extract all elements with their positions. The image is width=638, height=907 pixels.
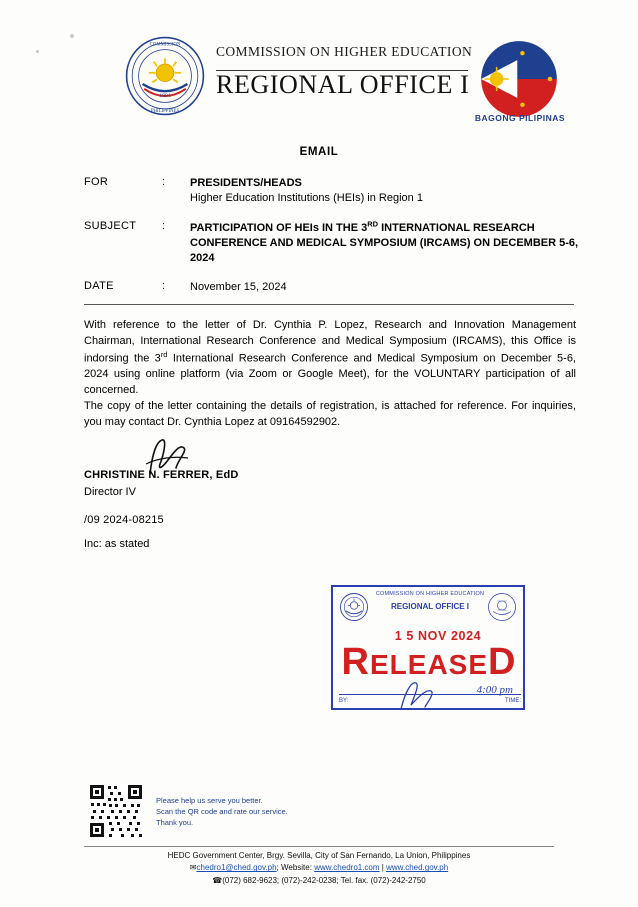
field-label-for: FOR xyxy=(84,176,109,188)
document-type-heading: EMAIL xyxy=(299,146,339,158)
para1-voluntary: VOLUNTARY xyxy=(414,368,481,381)
telephone-icon: ☎ xyxy=(212,875,223,885)
content-divider xyxy=(84,304,574,305)
memo-fields xyxy=(84,176,584,309)
footer xyxy=(0,850,638,887)
footer-website-2[interactable]: www.ched.gov.ph xyxy=(386,863,449,873)
field-row-for xyxy=(84,176,584,206)
qr-instructions xyxy=(156,796,288,829)
qr-line-3: Thank you. xyxy=(156,817,194,827)
stamp-header-line: COMMISSION ON HIGHER EDUCATION xyxy=(375,591,485,597)
stamp-divider xyxy=(339,694,521,695)
field-colon: : xyxy=(162,219,166,232)
ched-seal-icon xyxy=(339,592,369,622)
field-value-for xyxy=(190,176,584,206)
enclosure-note: Inc: as stated xyxy=(84,538,150,550)
field-value-for-bold: PRESIDENTS/HEADS xyxy=(190,177,302,189)
reference-code: /09 2024-08215 xyxy=(84,514,164,526)
stamp-footer xyxy=(339,698,521,704)
field-value-date: November 15, 2024 xyxy=(190,280,287,293)
header-text-block xyxy=(216,44,473,100)
ched-seal-icon xyxy=(125,36,205,116)
qr-code-icon[interactable] xyxy=(88,783,144,839)
para1-part4: participation of all concerned. xyxy=(84,368,576,397)
field-value-subject-bold: PARTICIPATION OF HEIs IN THE 3RD INTERNATIONAL RESEARCH CONFERENCE AND MEDICAL SYMPOSIUM (IRCAMS) ON DECEMBER 5-6, 2024 xyxy=(190,219,579,265)
svg-text:1994: 1994 xyxy=(159,92,171,99)
field-row-date xyxy=(84,280,584,295)
svg-text:PHILIPPINES: PHILIPPINES xyxy=(150,109,180,114)
field-colon: : xyxy=(162,176,166,188)
footer-phone: (072) 682-9623; (072)-242-0238; Tel. fax. (072)-242-2750 xyxy=(222,875,426,885)
qr-line-1: Please help us serve you better. xyxy=(156,796,263,805)
field-label-date: DATE xyxy=(84,279,114,292)
stamp-office: REGIONAL OFFICE I xyxy=(390,602,470,611)
stamp-date: 1 5 NOV 2024 xyxy=(394,629,482,643)
footer-address: HEDC Government Center, Brgy. Sevilla, City of San Fernando, La Union, Philippines xyxy=(167,851,471,860)
signatory-title: Director IV xyxy=(84,485,136,498)
ched-seal-icon xyxy=(487,592,517,622)
para1-part2: Research and Innovation Management Chairman, International Research Conference and Medical Symposium (IRCAMS), this Office is indorsing the 3 xyxy=(84,319,576,365)
stamp-initials: 4:00 pm xyxy=(476,684,513,696)
field-row-subject xyxy=(84,220,584,266)
footer-email-separator: ; Website: xyxy=(276,863,315,873)
field-value-subject xyxy=(190,220,584,266)
para1-part1: With reference to the letter of xyxy=(84,319,253,331)
svg-text:COMMISSION: COMMISSION xyxy=(149,42,181,48)
signatory-name: CHRISTINE N. FERRER, EdD xyxy=(84,469,239,481)
para1-part3: International Research Conference and Medical Symposium on December 5-6, 2024 using online platform (via Zoom or Google Meet), for the xyxy=(84,352,576,381)
paragraph-1 xyxy=(84,318,576,399)
bagong-pilipinas-logo-icon xyxy=(476,36,562,122)
stamp-time-label: TIME: xyxy=(505,698,521,704)
stamp-released-text: RELEASED xyxy=(341,641,517,683)
email-icon: ✉ xyxy=(189,863,197,873)
qr-line-2: Scan the QR code and rate our service. xyxy=(156,806,288,816)
paragraph-2: The copy of the letter containing the details of registration, is attached for reference. For inquiries, you may contact Dr. Cynthia Lopez at 09164592902. xyxy=(84,400,576,428)
footer-website-1[interactable]: www.chedro1.com xyxy=(314,863,380,873)
paper-speck xyxy=(36,50,39,53)
footer-phone-row xyxy=(0,875,638,887)
footer-divider xyxy=(84,846,554,847)
released-stamp xyxy=(331,585,525,710)
para1-ordinal: rd xyxy=(160,349,168,359)
office-name: REGIONAL OFFICE I xyxy=(216,70,470,99)
header-divider xyxy=(216,70,468,71)
footer-contact-row xyxy=(0,862,638,874)
field-colon: : xyxy=(162,279,166,292)
agency-name: COMMISSION ON HIGHER EDUCATION xyxy=(216,44,473,59)
footer-email[interactable]: chedro1@ched.gov.ph xyxy=(196,863,277,873)
paper-speck xyxy=(70,34,74,38)
signature-block xyxy=(84,467,239,500)
stamp-by-label: BY: xyxy=(339,698,349,704)
field-label-subject: SUBJECT xyxy=(84,219,137,232)
field-value-for-sub: Higher Education Institutions (HEIs) in Region 1 xyxy=(190,191,423,204)
footer-website-separator: | xyxy=(379,863,387,873)
para1-name: Dr. Cynthia P. Lopez, xyxy=(252,319,368,331)
bagong-pilipinas-label: BAGONG PILIPINAS xyxy=(474,113,566,123)
